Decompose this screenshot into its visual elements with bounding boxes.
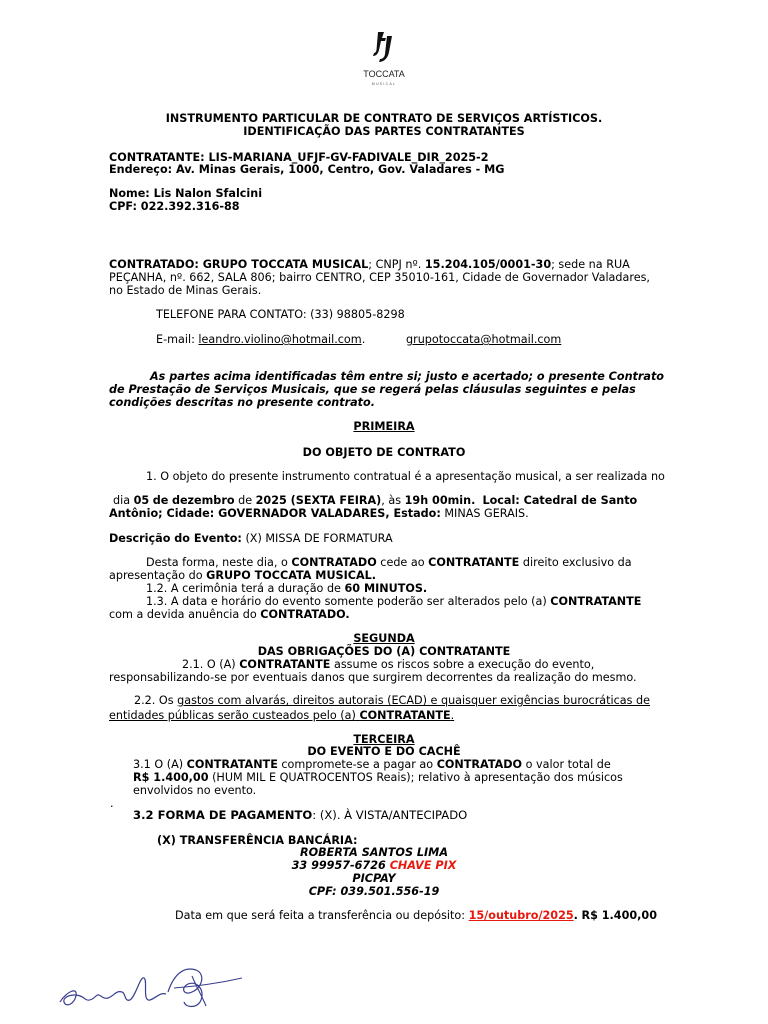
c31-contratante: CONTRATANTE bbox=[186, 758, 278, 771]
c31-text-a: 3.1 O (A) bbox=[133, 758, 184, 771]
cnpj-value: 15.204.105/0001-30 bbox=[424, 258, 552, 271]
c22-contratante: CONTRATANTE bbox=[359, 709, 451, 722]
transfer-date-line bbox=[175, 909, 657, 923]
forma-text-a: Desta forma, neste dia, o bbox=[146, 556, 288, 569]
preambulo-line-2: de Prestação de Serviços Musicais, que se regerá pelas cláusulas seguintes e pelas bbox=[109, 383, 636, 396]
contratante-line: CONTRATANTE: LIS-MARIANA_UFJF-GV-FADIVALE_DIR_2025-2 bbox=[109, 151, 489, 164]
c21-text-c: assume os riscos sobre a execução do evento, bbox=[333, 658, 595, 671]
clausula-2-2-cont bbox=[109, 709, 454, 723]
section-heading-segunda: SEGUNDA bbox=[353, 632, 415, 645]
c13-contratado: CONTRATADO. bbox=[260, 608, 350, 621]
event-city: Antônio; Cidade: GOVERNADOR VALADARES bbox=[109, 507, 386, 520]
signature-icon bbox=[56, 962, 246, 1014]
section-subheading-objeto: DO OBJETO DE CONTRATO bbox=[302, 446, 466, 459]
contratado-rest: ; sede na RUA bbox=[551, 258, 630, 271]
transfer-date-value: 15/outubro/2025 bbox=[468, 909, 574, 922]
event-location-line bbox=[109, 507, 529, 521]
c22-dot: . bbox=[450, 709, 455, 722]
clausula-1-3 bbox=[146, 595, 641, 609]
toccata-logo-icon bbox=[358, 28, 410, 90]
c22-text-a: 2.2. Os bbox=[134, 694, 174, 707]
c31-amount: R$ 1.400,00 bbox=[133, 771, 209, 784]
event-state: MINAS GERAIS. bbox=[444, 507, 529, 520]
clausula-2-2 bbox=[134, 694, 650, 708]
forma2-grupo: GRUPO TOCCATA MUSICAL. bbox=[206, 569, 376, 582]
pix-label: CHAVE PIX bbox=[389, 859, 457, 872]
event-local: Local: Catedral de Santo bbox=[482, 494, 638, 507]
forma-pagamento-value: : (X). À VISTA/ANTECIPADO bbox=[312, 808, 468, 822]
date-as: , às bbox=[381, 494, 402, 507]
email-link-grupo[interactable]: grupotoccata@hotmail.com bbox=[406, 333, 562, 346]
transfer-date-dot: . bbox=[573, 909, 578, 922]
clausula-1-1: 1. O objeto do presente instrumento contratual é a apresentação musical, a ser realizada no bbox=[146, 470, 665, 483]
forma-text-e: direito exclusivo da bbox=[522, 556, 632, 569]
clausula-3-1-value bbox=[133, 771, 623, 785]
clausula-3-1-cont: envolvidos no evento. bbox=[133, 784, 257, 797]
clausula-2-1 bbox=[182, 658, 594, 672]
pix-phone: 33 99957-6726 bbox=[291, 859, 386, 872]
contratante-address: Endereço: Av. Minas Gerais, 1000, Centro, Gov. Valadares - MG bbox=[109, 163, 505, 176]
preambulo-line-1: As partes acima identificadas têm entre si; justo e acertado; o presente Contrato bbox=[150, 370, 664, 383]
c31-contratado: CONTRATADO bbox=[436, 758, 523, 771]
clausula-3-2 bbox=[133, 808, 467, 823]
event-state-label: , Estado: bbox=[385, 507, 441, 520]
section-heading-primeira: PRIMEIRA bbox=[353, 420, 415, 433]
transferencia-label: (X) TRANSFERÊNCIA BANCÁRIA: bbox=[157, 834, 358, 847]
descricao-label: Descrição do Evento: bbox=[109, 532, 242, 545]
pix-key-line bbox=[260, 859, 488, 873]
contratado-label: CONTRATADO: GRUPO TOCCATA MUSICAL bbox=[109, 258, 369, 271]
c22-text-c: entidades públicas serão custeados pelo (a) bbox=[109, 709, 356, 722]
contratante-name: Nome: Lis Nalon Sfalcini bbox=[109, 187, 263, 200]
contratado-line-2: PEÇANHA, nº. 662, SALA 806; bairro CENTRO, CEP 35010-161, Cidade de Governador Valadares, bbox=[109, 271, 650, 284]
contratado-line-3: no Estado de Minas Gerais. bbox=[109, 284, 262, 297]
clausula-3-1 bbox=[133, 758, 611, 772]
date-year: 2025 (SEXTA FEIRA) bbox=[255, 494, 382, 507]
c21-text-a: 2.1. O (A) bbox=[182, 658, 236, 671]
descricao-value: (X) MISSA DE FORMATURA bbox=[245, 532, 393, 545]
forma-contratado: CONTRATADO bbox=[291, 556, 377, 569]
c13-text: 1.3. A data e horário do evento somente poderão ser alterados pelo (a) bbox=[146, 595, 547, 608]
event-date-line bbox=[113, 494, 637, 508]
date-day: 05 bbox=[133, 494, 150, 507]
transfer-amount: R$ 1.400,00 bbox=[581, 909, 657, 922]
forma2-text: apresentação do bbox=[109, 569, 203, 582]
event-time: 19h 00min. bbox=[404, 494, 476, 507]
email-dot: . bbox=[361, 333, 366, 346]
date-dia: dia bbox=[113, 494, 131, 507]
c13-text-c: com a devida anuência do bbox=[109, 608, 257, 621]
beneficiary-name: ROBERTA SANTOS LIMA bbox=[300, 846, 448, 859]
c31-amount-words: (HUM MIL E QUATROCENTOS Reais); relativo à apresentação dos músicos bbox=[212, 771, 623, 784]
document-title: INSTRUMENTO PARTICULAR DE CONTRATO DE SERVIÇOS ARTÍSTICOS. bbox=[165, 112, 603, 125]
clausula-2-1-cont: responsabilizando-se por eventuais danos que surgirem decorrentes da realização do mesmo. bbox=[109, 671, 637, 684]
section-heading-terceira: TERCEIRA bbox=[353, 733, 415, 746]
beneficiary-cpf: CPF: 039.501.556-19 bbox=[308, 885, 440, 898]
c31-text-c: compromete-se a pagar ao bbox=[281, 758, 434, 771]
clausula-1-3-cont bbox=[109, 608, 350, 622]
email-row bbox=[156, 333, 365, 347]
bank-name: PICPAY bbox=[352, 872, 396, 885]
email-link-leandro[interactable]: leandro.violino@hotmail.com bbox=[198, 333, 362, 346]
c12-text: 1.2. A cerimônia terá a duração de bbox=[146, 582, 341, 595]
descricao-evento bbox=[109, 532, 393, 546]
logo-sub: MUSICAL bbox=[371, 82, 397, 86]
date-de-2: de bbox=[238, 494, 253, 507]
section-subheading-evento-cache: DO EVENTO E DO CACHÊ bbox=[307, 745, 461, 758]
c21-contratante: CONTRATANTE bbox=[239, 658, 331, 671]
document-subtitle: IDENTIFICAÇÃO DAS PARTES CONTRATANTES bbox=[243, 125, 525, 138]
c13-contratante: CONTRATANTE bbox=[550, 595, 642, 608]
email-label: E-mail: bbox=[156, 333, 195, 346]
stray-dot: . bbox=[110, 797, 114, 810]
contratado-line-1 bbox=[109, 258, 630, 272]
transfer-date-label: Data em que será feita a transferência ou depósito: bbox=[175, 909, 466, 922]
cnpj-prefix: ; CNPJ nº. bbox=[368, 258, 422, 271]
forma-line-2 bbox=[109, 569, 376, 583]
c31-text-e: o valor total de bbox=[525, 758, 611, 771]
telefone-contato: TELEFONE PARA CONTATO: (33) 98805-8298 bbox=[156, 308, 405, 321]
forma-text-c: cede ao bbox=[380, 556, 425, 569]
preambulo-line-3: condições descritas no presente contrato. bbox=[109, 396, 375, 409]
c12-duration: 60 MINUTOS. bbox=[344, 582, 428, 595]
date-de-1: de bbox=[152, 494, 169, 507]
section-subheading-obrigacoes: DAS OBRIGAÇÕES DO (A) CONTRATANTE bbox=[257, 645, 511, 658]
contratante-cpf: CPF: 022.392.316-88 bbox=[109, 200, 240, 213]
logo-name: TOCCATA bbox=[363, 69, 405, 79]
forma-line-1 bbox=[146, 556, 632, 570]
c22-underlined: gastos com alvarás, direitos autorais (ECAD) e quaisquer exigências burocráticas de bbox=[177, 694, 651, 707]
date-month: dezembro bbox=[171, 494, 235, 507]
clausula-1-2 bbox=[146, 582, 427, 596]
forma-pagamento-label: 3.2 FORMA DE PAGAMENTO bbox=[133, 808, 313, 822]
forma-contratante: CONTRATANTE bbox=[428, 556, 520, 569]
